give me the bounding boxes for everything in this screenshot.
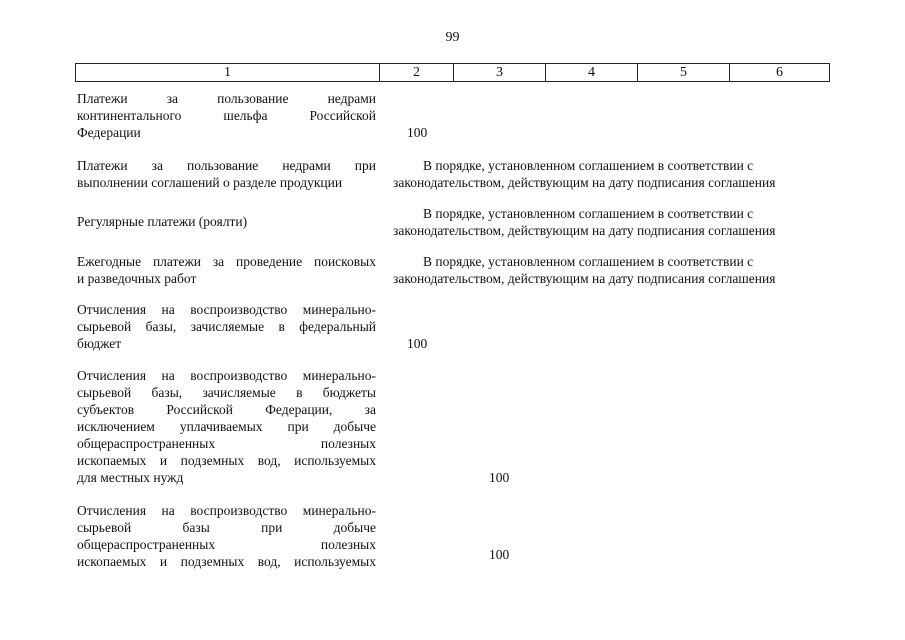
row-value-column-2: 100 xyxy=(407,125,428,140)
row-value-column-3: 100 xyxy=(489,470,510,485)
row-note-agreement xyxy=(393,157,827,191)
row-label-mineral-base-federal xyxy=(77,301,376,352)
row-value-column-3: 100 xyxy=(489,547,510,562)
column-header-table xyxy=(75,63,830,82)
label-line: исключением уплачиваемых при добыче xyxy=(77,419,376,434)
label-line: сырьевой базы, зачисляемые в бюджеты xyxy=(77,385,376,400)
note-line: В порядке, установленном соглашением в соответствии с xyxy=(423,254,754,269)
row-note-agreement xyxy=(393,253,827,287)
label-line: общераспространенных полезных xyxy=(77,436,376,451)
label-line: сырьевой базы при добыче xyxy=(77,520,376,535)
row-label-mineral-base-common xyxy=(77,502,376,570)
column-header-1: 1 xyxy=(76,64,380,82)
row-label-exploration-payments xyxy=(77,253,376,287)
label-line: Ежегодные платежи за проведение поисковых xyxy=(77,254,376,269)
label-line: Платежи за пользование недрами xyxy=(77,91,376,106)
note-line: законодательством, действующим на дату подписания соглашения xyxy=(393,271,776,286)
column-header-4: 4 xyxy=(546,64,638,82)
label-line: сырьевой базы, зачисляемые в федеральный xyxy=(77,319,376,334)
label-line: ископаемых и подземных вод, используемых xyxy=(77,453,376,468)
row-value-column-2: 100 xyxy=(407,336,428,351)
label-line: континентального шельфа Российской xyxy=(77,108,376,123)
column-header-row xyxy=(76,64,830,82)
label-line: выполнении соглашений о разделе продукции xyxy=(77,175,343,190)
label-line: Отчисления на воспроизводство минерально- xyxy=(77,368,376,383)
column-header-3: 3 xyxy=(454,64,546,82)
row-label-psa-payments xyxy=(77,157,376,191)
label-line: Отчисления на воспроизводство минерально- xyxy=(77,302,376,317)
row-label-continental-shelf xyxy=(77,90,376,141)
note-line: В порядке, установленном соглашением в соответствии с xyxy=(423,206,754,221)
row-label-mineral-base-regions xyxy=(77,367,376,486)
note-line: законодательством, действующим на дату подписания соглашения xyxy=(393,223,776,238)
label-line: ископаемых и подземных вод, используемых xyxy=(77,554,376,569)
label-line: для местных нужд xyxy=(77,470,184,485)
note-line: В порядке, установленном соглашением в соответствии с xyxy=(423,158,754,173)
label-line: Федерации xyxy=(77,125,141,140)
page-number: 99 xyxy=(445,30,460,45)
row-label-royalty xyxy=(77,213,376,230)
column-header-5: 5 xyxy=(638,64,730,82)
row-note-agreement xyxy=(393,205,827,239)
label-line: Платежи за пользование недрами при xyxy=(77,158,376,173)
label-line: субъектов Российской Федерации, за xyxy=(77,402,376,417)
note-line: законодательством, действующим на дату подписания соглашения xyxy=(393,175,776,190)
label-line: Регулярные платежи (роялти) xyxy=(77,214,248,229)
column-header-2: 2 xyxy=(380,64,454,82)
column-header-6: 6 xyxy=(730,64,830,82)
label-line: общераспространенных полезных xyxy=(77,537,376,552)
label-line: бюджет xyxy=(77,336,122,351)
label-line: и разведочных работ xyxy=(77,271,197,286)
label-line: Отчисления на воспроизводство минерально- xyxy=(77,503,376,518)
